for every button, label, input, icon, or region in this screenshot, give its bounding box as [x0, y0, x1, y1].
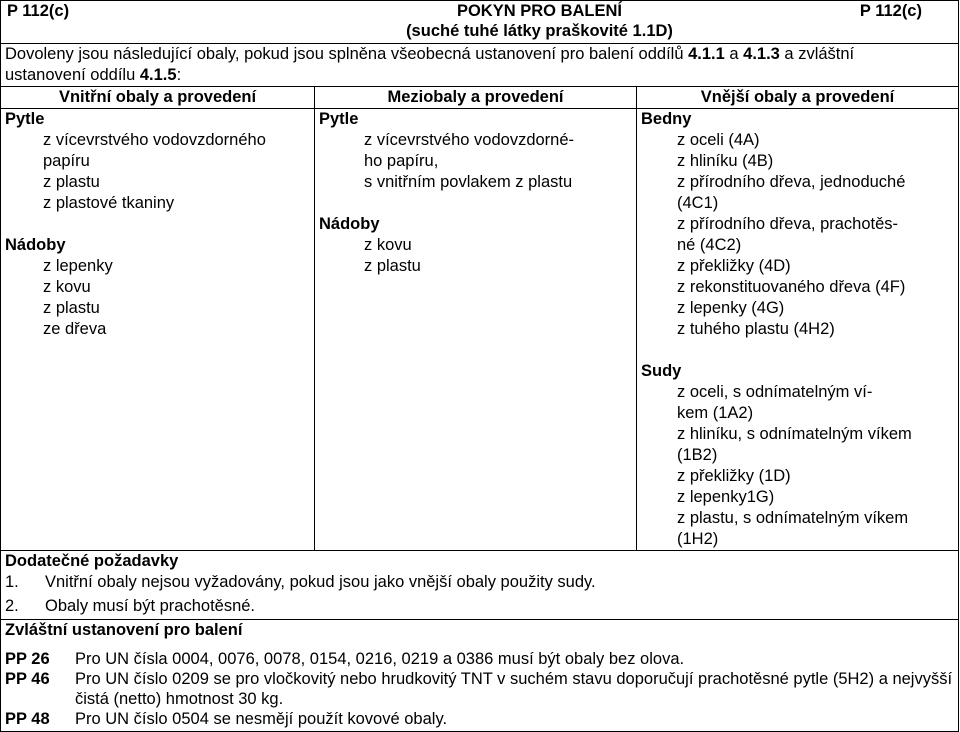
- provision-text: Pro UN čísla 0004, 0076, 0078, 0154, 0216, 0219 a 0386 musí být obaly bez olova.: [75, 650, 685, 668]
- inner-bags-heading: Pytle: [5, 110, 45, 128]
- packagings-row: [1, 109, 959, 551]
- intermediate-receptacle-item: z plastu: [364, 257, 421, 275]
- special-provisions-row: [1, 620, 959, 732]
- additional-requirements-row: [1, 551, 959, 620]
- additional-requirement-item: [5, 572, 954, 593]
- intermediate-bag-item: s vnitřním povlakem z plastu: [364, 173, 573, 191]
- outer-box-item: (4C1): [677, 194, 719, 212]
- outer-box-item: né (4C2): [677, 236, 742, 254]
- intro-text-part: ustanovení oddílu: [5, 66, 140, 84]
- outer-box-item: z přírodního dřeva, prachotěs-: [677, 215, 899, 233]
- intro-text-part: :: [176, 66, 182, 84]
- outer-box-item: z překližky (4D): [677, 257, 791, 275]
- inner-receptacles-heading: Nádoby: [5, 236, 66, 254]
- intermediate-bags-heading: Pytle: [319, 110, 359, 128]
- spacer: [319, 193, 632, 214]
- outer-box-item: z oceli (4A): [677, 131, 760, 149]
- outer-box-item: z tuhého plastu (4H2): [677, 320, 835, 338]
- inner-receptacle-item: z kovu: [43, 278, 91, 296]
- outer-drum-item: z plastu, s odnímatelným víkem: [677, 509, 909, 527]
- outer-drum-item: kem (1A2): [677, 404, 754, 422]
- inner-bag-item: papíru: [43, 152, 90, 170]
- special-provisions-heading: Zvláštní ustanovení pro balení: [5, 621, 243, 639]
- provision-text: Pro UN číslo 0504 se nesmějí použít kovové obaly.: [75, 710, 448, 728]
- intro-text-part: Dovoleny jsou následující obaly, pokud jsou splněna všeobecná ustanovení pro balení oddílů: [5, 45, 689, 63]
- special-provision-item: [5, 669, 954, 709]
- intro-text-part: a: [724, 45, 744, 63]
- reference-link-4-1-3: 4.1.3: [743, 45, 780, 63]
- outer-drum-item: (1H2): [677, 530, 719, 548]
- outer-drum-item: z oceli, s odnímatelným ví-: [677, 383, 873, 401]
- instruction-code-right: P 112(c): [859, 2, 922, 20]
- outer-packagings-cell: [637, 109, 959, 551]
- special-provision-item: [5, 709, 954, 729]
- outer-boxes-heading: Bedny: [641, 110, 692, 128]
- column-header-inner: Vnitřní obaly a provedení: [1, 87, 315, 109]
- provision-code: PP 26: [5, 650, 50, 668]
- intermediate-bag-item: z vícevrstvého vodovzdorné-: [364, 131, 575, 149]
- requirement-text: Vnitřní obaly nejsou vyžadovány, pokud jsou jako vnější obaly použity sudy.: [45, 573, 596, 591]
- spacer: [641, 340, 954, 361]
- additional-requirements-heading: Dodatečné požadavky: [5, 552, 179, 570]
- intro-row: [1, 44, 959, 87]
- column-header-outer: Vnější obaly a provedení: [637, 87, 959, 109]
- spacer: [5, 214, 310, 235]
- outer-drums-heading: Sudy: [641, 362, 682, 380]
- outer-drum-item: z překližky (1D): [677, 467, 791, 485]
- requirement-text: Obaly musí být prachotěsné.: [45, 597, 256, 615]
- title-line-2: (suché tuhé látky praškovité 1.1D): [406, 22, 673, 40]
- intro-text: [5, 45, 854, 84]
- outer-box-item: z lepenky (4G): [677, 299, 785, 317]
- intermediate-bag-item: ho papíru,: [364, 152, 439, 170]
- inner-bag-item: z plastové tkaniny: [43, 194, 175, 212]
- instruction-code-left: P 112(c): [7, 2, 70, 20]
- inner-receptacle-item: z plastu: [43, 299, 100, 317]
- intermediate-receptacle-item: z kovu: [364, 236, 412, 254]
- requirement-number: 2.: [5, 597, 19, 615]
- title-line-1: POKYN PRO BALENÍ: [456, 2, 622, 20]
- inner-bag-item: z plastu: [43, 173, 100, 191]
- header-row: [1, 1, 959, 44]
- additional-requirement-item: [5, 596, 954, 617]
- intro-text-part: a zvláštní: [779, 45, 855, 63]
- outer-drum-item: z lepenky1G): [677, 488, 775, 506]
- instruction-title: [406, 1, 673, 41]
- inner-packagings-cell: [1, 109, 315, 551]
- outer-box-item: z hliníku (4B): [677, 152, 774, 170]
- special-provision-item: [5, 649, 954, 669]
- requirement-number: 1.: [5, 573, 19, 591]
- outer-drum-item: (1B2): [677, 446, 718, 464]
- outer-box-item: z přírodního dřeva, jednoduché: [677, 173, 906, 191]
- provision-code: PP 48: [5, 710, 50, 728]
- inner-receptacle-item: ze dřeva: [43, 320, 107, 338]
- reference-link-4-1-1: 4.1.1: [688, 45, 725, 63]
- inner-bag-item: z vícevrstvého vodovzdorného: [43, 131, 266, 149]
- provision-code: PP 46: [5, 670, 50, 688]
- reference-link-4-1-5: 4.1.5: [139, 66, 177, 84]
- outer-drum-item: z hliníku, s odnímatelným víkem: [677, 425, 912, 443]
- column-header-intermediate: Meziobaly a provedení: [315, 87, 637, 109]
- outer-box-item: z rekonstituovaného dřeva (4F): [677, 278, 906, 296]
- column-headers-row: [1, 87, 959, 109]
- intermediate-receptacles-heading: Nádoby: [319, 215, 380, 233]
- inner-receptacle-item: z lepenky: [43, 257, 113, 275]
- provision-text: Pro UN číslo 0209 se pro vločkovitý nebo hrudkovitý TNT v suchém stavu doporučují prachotěsné pytle (5H2) a nejvyšší čistá (netto) hmotnost 30 kg.: [75, 670, 953, 708]
- intermediate-packagings-cell: [315, 109, 637, 551]
